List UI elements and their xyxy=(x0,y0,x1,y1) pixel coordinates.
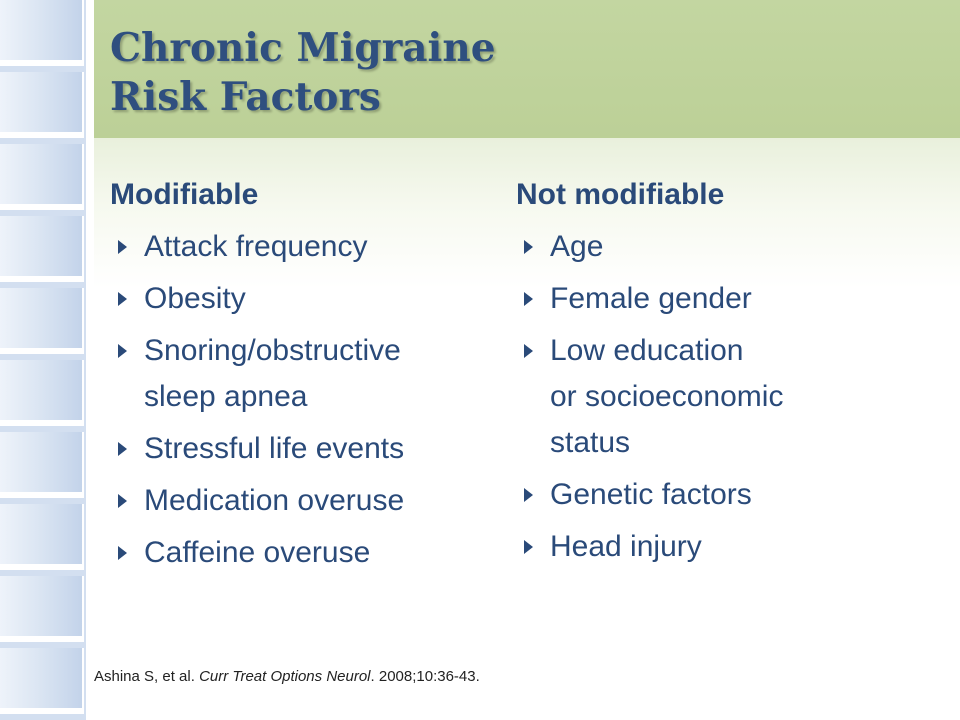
slide-title-line1: Chronic Migraine xyxy=(110,25,496,71)
side-tile xyxy=(0,216,84,282)
side-tile xyxy=(0,72,84,138)
slide-title-line2: Risk Factors xyxy=(110,74,381,120)
list-item-text: Stressful life events xyxy=(144,432,405,465)
list-item xyxy=(518,224,878,270)
list-item xyxy=(112,478,482,524)
list-item-text-cont: status xyxy=(550,426,631,459)
not-modifiable-heading: Not modifiable xyxy=(516,178,725,211)
triangle-bullet-icon xyxy=(524,540,533,554)
triangle-bullet-icon xyxy=(524,344,533,358)
side-tile xyxy=(0,288,84,354)
list-item-text: Head injury xyxy=(550,530,702,563)
list-item xyxy=(518,524,878,570)
triangle-bullet-icon xyxy=(524,488,533,502)
side-tile xyxy=(0,648,84,714)
triangle-bullet-icon xyxy=(118,546,127,560)
slide-title xyxy=(110,24,496,122)
triangle-bullet-icon xyxy=(524,292,533,306)
triangle-bullet-icon xyxy=(524,240,533,254)
list-item xyxy=(112,426,482,472)
side-tile xyxy=(0,144,84,210)
list-item-text: Female gender xyxy=(550,282,752,315)
side-tile xyxy=(0,576,84,642)
list-item-text-cont: sleep apnea xyxy=(144,380,308,413)
side-tile xyxy=(0,432,84,498)
list-item xyxy=(112,530,482,576)
side-tile xyxy=(0,360,84,426)
list-item xyxy=(112,328,482,420)
list-item-text: Genetic factors xyxy=(550,478,752,511)
list-item xyxy=(112,224,482,270)
triangle-bullet-icon xyxy=(118,442,127,456)
list-item xyxy=(112,276,482,322)
citation-details: . 2008;10:36-43. xyxy=(370,668,480,685)
citation-journal: Curr Treat Options Neurol xyxy=(199,668,371,685)
not-modifiable-list xyxy=(518,224,878,576)
list-item xyxy=(518,276,878,322)
triangle-bullet-icon xyxy=(118,292,127,306)
list-item-text: Attack frequency xyxy=(144,230,368,263)
list-item-text: Caffeine overuse xyxy=(144,536,371,569)
modifiable-list xyxy=(112,224,482,582)
side-tile xyxy=(0,0,84,66)
citation-authors: Ashina S, et al. xyxy=(94,668,200,685)
list-item-text: Age xyxy=(550,230,604,263)
header-gap xyxy=(86,0,94,138)
list-item xyxy=(518,328,878,466)
citation xyxy=(94,668,480,685)
list-item-text: Snoring/obstructive xyxy=(144,334,401,367)
list-item-text: Low education xyxy=(550,334,744,367)
list-item-text: Medication overuse xyxy=(144,484,405,517)
modifiable-heading: Modifiable xyxy=(110,178,259,211)
triangle-bullet-icon xyxy=(118,494,127,508)
triangle-bullet-icon xyxy=(118,240,127,254)
side-tile xyxy=(0,504,84,570)
list-item-text: Obesity xyxy=(144,282,246,315)
list-item-text-cont: or socioeconomic xyxy=(550,380,784,413)
triangle-bullet-icon xyxy=(118,344,127,358)
list-item xyxy=(518,472,878,518)
left-tile-strip xyxy=(0,0,86,720)
